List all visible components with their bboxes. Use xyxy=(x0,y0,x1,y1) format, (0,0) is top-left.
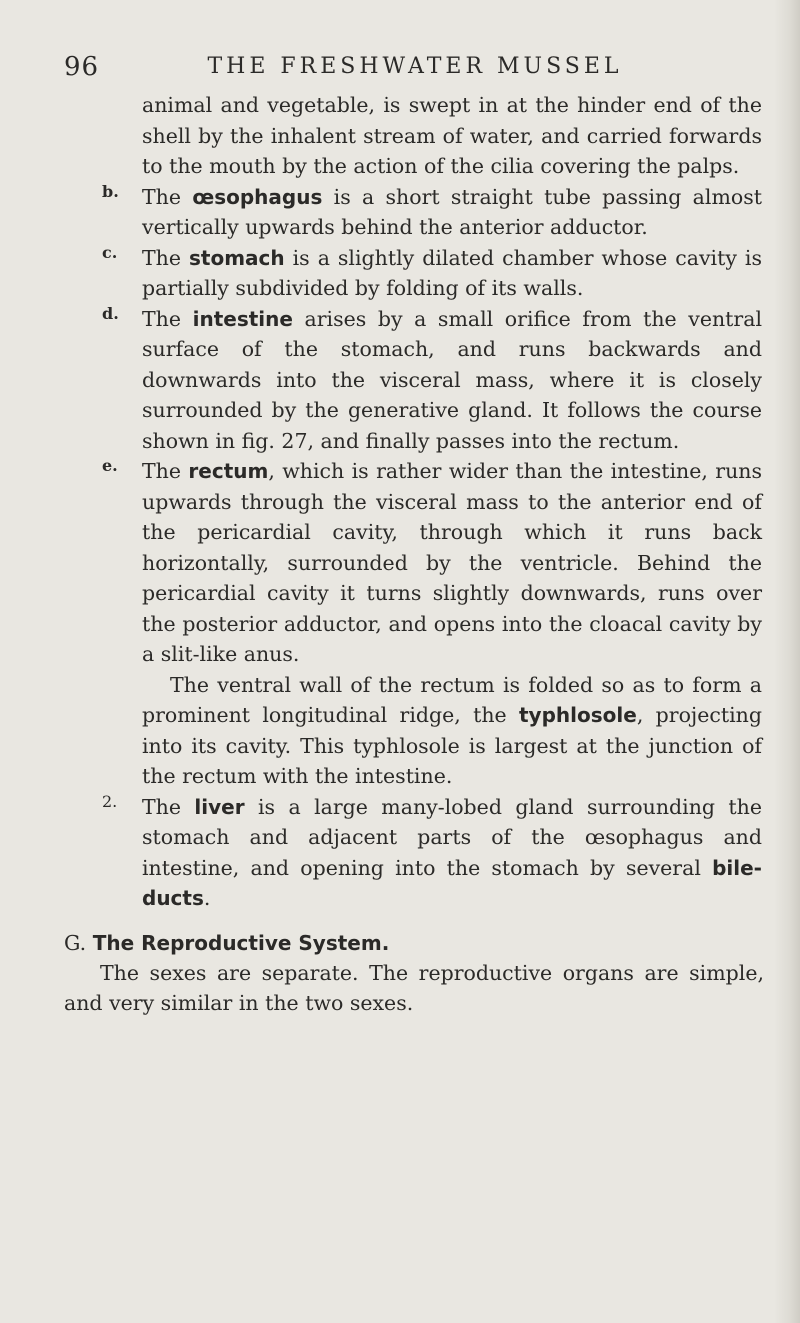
item-c xyxy=(0,243,800,304)
item-text-d: The intestine arises by a small orifice from the ventral surface of the stomach, and runs backwards and downwards into the visceral mass, where it is closely surrounded by the generative gland. It follows the course shown in fig. 27, and finally passes into the rectum. xyxy=(142,306,762,453)
item-label-2: 2. xyxy=(102,791,118,811)
term-oesophagus: œsophagus xyxy=(192,184,323,209)
section-g xyxy=(64,928,764,1018)
item-text-e-para2: The ventral wall of the rectum is folded so as to form a prominent longitudinal ridge, the typhlosole, projecting into its cavity. This typhlosole is largest at the junction of the rectum with the intestine. xyxy=(142,672,762,788)
item-label-c: c. xyxy=(102,242,118,262)
section-g-heading xyxy=(64,928,764,958)
item-b xyxy=(0,182,800,243)
page-number: 96 xyxy=(64,52,100,82)
page-header xyxy=(0,52,800,92)
item-2 xyxy=(0,792,800,914)
section-g-title: The Reproductive System. xyxy=(92,930,390,955)
item-text-e: The rectum, which is rather wider than the intestine, runs upwards through the visceral mass to the anterior end of the pericardial cavity, through which it runs back horizontally, surrounded by the ventricle. Behind the pericardial cavity it turns slightly downwards, runs over the posterior adductor, and opens into the cloacal cavity by a slit-like anus. xyxy=(142,459,762,666)
continuation-text: animal and vegetable, is swept in at the hinder end of the shell by the inhalent stream of water, and carried forwards to the mouth by the action of the cilia covering the palps. xyxy=(142,93,762,178)
section-g-text: The sexes are separate. The reproductive organs are simple, and very similar in the two sexes. xyxy=(64,960,764,1015)
item-label-e: e. xyxy=(102,456,118,475)
running-title: THE FRESHWATER MUSSEL xyxy=(207,54,623,79)
term-intestine: intestine xyxy=(192,306,293,331)
item-text-2: The liver is a large many-lobed gland surrounding the stomach and adjacent parts of the œsophagus and intestine, and opening into the stomach by several bile-ducts. xyxy=(142,794,762,910)
term-liver: liver xyxy=(194,794,245,819)
item-d xyxy=(0,304,800,457)
item-e xyxy=(0,456,800,792)
item-label-b: b. xyxy=(102,181,119,201)
item-text-b: The œsophagus is a short straight tube passing almost vertically upwards behind the anterior adductor. xyxy=(142,184,762,239)
continuation-paragraph xyxy=(0,90,800,182)
item-text-c: The stomach is a slightly dilated chamber whose cavity is partially subdivided by folding of its walls. xyxy=(142,245,762,300)
page-body xyxy=(0,90,800,1018)
section-g-label: G. xyxy=(64,930,87,955)
term-bile-ducts: bile-ducts xyxy=(142,855,762,910)
term-rectum: rectum xyxy=(188,459,269,483)
item-label-d: d. xyxy=(102,303,119,323)
term-typhlosole: typhlosole xyxy=(519,703,637,727)
term-stomach: stomach xyxy=(189,245,285,270)
